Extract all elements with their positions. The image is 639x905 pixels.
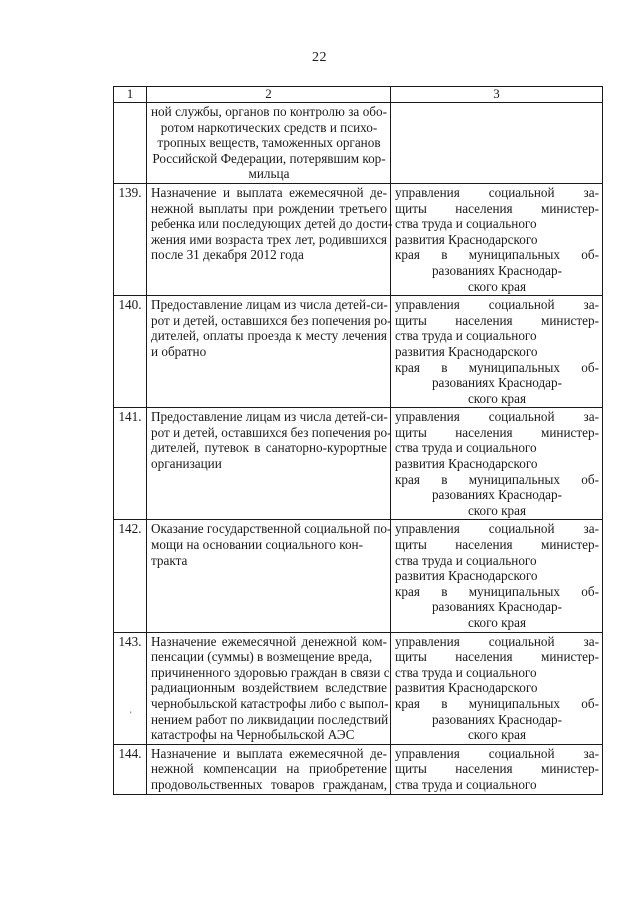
service-line: радиационным воздействием вследствие (151, 680, 387, 696)
service-description (147, 103, 391, 184)
organization-line: развития Краснодарского (395, 456, 538, 472)
row-number: 139. (114, 183, 147, 295)
service-line: Предоставление лицам из числа детей-си- (151, 409, 388, 425)
service-line: Предоставление лицам из числа детей-си- (151, 297, 388, 313)
organization-line: ского края (467, 615, 527, 630)
organization-line: щиты населения министер- (395, 424, 599, 440)
row-number: 142. (114, 520, 147, 632)
row-number (114, 103, 147, 184)
organization-line: ства труда и социального (395, 776, 537, 792)
table-row (114, 408, 603, 520)
organization-line: управления социальной за- (395, 745, 599, 761)
page-number: 22 (312, 50, 327, 65)
service-line: жения ими возраста трех лет, родившихся (151, 231, 387, 247)
responsible-organization (391, 520, 603, 632)
organization-line: щиты населения министер- (395, 312, 599, 328)
organization-line: ства труда и социального (395, 664, 537, 680)
column-header-service: 2 (147, 87, 391, 103)
service-line: мильца (248, 166, 290, 182)
organization-line: разованиях Краснодар- (431, 262, 563, 278)
organization-line: ства труда и социального (395, 328, 537, 344)
service-description (147, 744, 391, 794)
table-header (114, 87, 603, 103)
organization-line: щиты населения министер- (395, 649, 599, 665)
column-header-number: 1 (114, 87, 147, 103)
organization-line: развития Краснодарского (395, 231, 538, 247)
service-line: дителей, путевок в санаторно-курортные (151, 440, 387, 456)
row-number: 143. (114, 632, 147, 744)
service-line: Назначение и выплата ежемесячной де- (151, 745, 387, 761)
service-line: после 31 декабря 2012 года (151, 247, 304, 263)
service-line: и обратно (151, 343, 207, 359)
service-line: нежной выплаты при рождении третьего (151, 200, 387, 216)
table-row (114, 520, 603, 632)
organization-line: управления социальной за- (395, 409, 599, 425)
service-line: Российской Федерации, потерявшим кор- (152, 150, 386, 166)
service-description (147, 183, 391, 295)
organization-line: ского края (467, 390, 527, 406)
organization-line: развития Краснодарского (395, 568, 538, 584)
organization-line: ства труда и социального (395, 440, 537, 456)
organization-line: разованиях Краснодар- (431, 711, 563, 727)
table-row (114, 183, 603, 295)
service-line: Назначение ежемесячной денежной ком- (151, 633, 387, 649)
organization-line: щиты населения министер- (395, 761, 599, 777)
service-line: нежной компенсации на приобретение (151, 761, 387, 777)
table-row (114, 103, 603, 184)
table-row (114, 744, 603, 794)
organization-line: ского края (467, 502, 527, 518)
service-line: рот и детей, оставшихся без попечения ро- (151, 424, 392, 440)
organization-line: управления социальной за- (395, 297, 599, 313)
table-row (114, 632, 603, 744)
responsible-organization (391, 744, 603, 794)
organization-line: края в муниципальных об- (395, 247, 599, 263)
service-description (147, 296, 391, 408)
service-line: причиненного здоровью граждан в связи с (151, 664, 390, 680)
row-number: 144. (114, 744, 147, 794)
service-line: нением работ по ликвидации последствий (151, 711, 389, 727)
organization-line: края в муниципальных об- (395, 471, 599, 487)
column-header-organization: 3 (391, 87, 603, 103)
service-line: Оказание государственной социальной по- (151, 521, 392, 537)
service-line: мощи на основании социального кон- (151, 537, 363, 553)
service-line: продовольственных товаров гражданам, (151, 776, 387, 792)
organization-line: края в муниципальных об- (395, 583, 599, 599)
organization-line: ства труда и социального (395, 552, 537, 568)
service-line: организации (151, 456, 222, 472)
organization-line: ского края (467, 278, 527, 294)
responsible-organization (391, 183, 603, 295)
organization-line: щиты населения министер- (395, 200, 599, 216)
organization-line: управления социальной за- (395, 521, 599, 537)
service-line: тропных веществ, таможенных органов (157, 135, 381, 151)
organization-line: развития Краснодарского (395, 343, 538, 359)
organization-line: разованиях Краснодар- (431, 375, 563, 391)
service-line: Назначение и выплата ежемесячной де- (151, 184, 387, 200)
service-line: рот и детей, оставшихся без попечения ро- (151, 312, 392, 328)
table-row (114, 296, 603, 408)
service-description (147, 632, 391, 744)
organization-line: развития Краснодарского (395, 680, 538, 696)
responsible-organization (391, 408, 603, 520)
organization-line: управления социальной за- (395, 633, 599, 649)
service-description (147, 520, 391, 632)
service-line: ротом наркотических средств и психо- (160, 119, 378, 135)
service-line: ной службы, органов по контролю за обо- (151, 104, 387, 119)
service-line: катастрофы на Чернобыльской АЭС (151, 727, 355, 743)
table-body (114, 103, 603, 795)
services-table (113, 86, 603, 795)
organization-line: ского края (467, 727, 527, 743)
stray-mark: ' (130, 710, 132, 720)
organization-line: щиты населения министер- (395, 537, 599, 553)
responsible-organization (391, 103, 603, 184)
service-line: чернобыльской катастрофы либо с выпол- (151, 695, 389, 711)
service-line: дителей, оплаты проезда к месту лечения (151, 328, 387, 344)
organization-line: ства труда и социального (395, 216, 537, 232)
row-number: 141. (114, 408, 147, 520)
organization-line: разованиях Краснодар- (431, 487, 563, 503)
organization-line: управления социальной за- (395, 184, 599, 200)
service-line: пенсации (суммы) в возмещение вреда, (151, 649, 373, 665)
service-description (147, 408, 391, 520)
organization-line: края в муниципальных об- (395, 359, 599, 375)
responsible-organization (391, 296, 603, 408)
service-line: ребенка или последующих детей до дости- (151, 216, 393, 232)
responsible-organization (391, 632, 603, 744)
header-row (114, 87, 603, 103)
row-number: 140. (114, 296, 147, 408)
organization-line: края в муниципальных об- (395, 695, 599, 711)
organization-line: разованиях Краснодар- (431, 599, 563, 615)
service-line: тракта (151, 552, 188, 568)
